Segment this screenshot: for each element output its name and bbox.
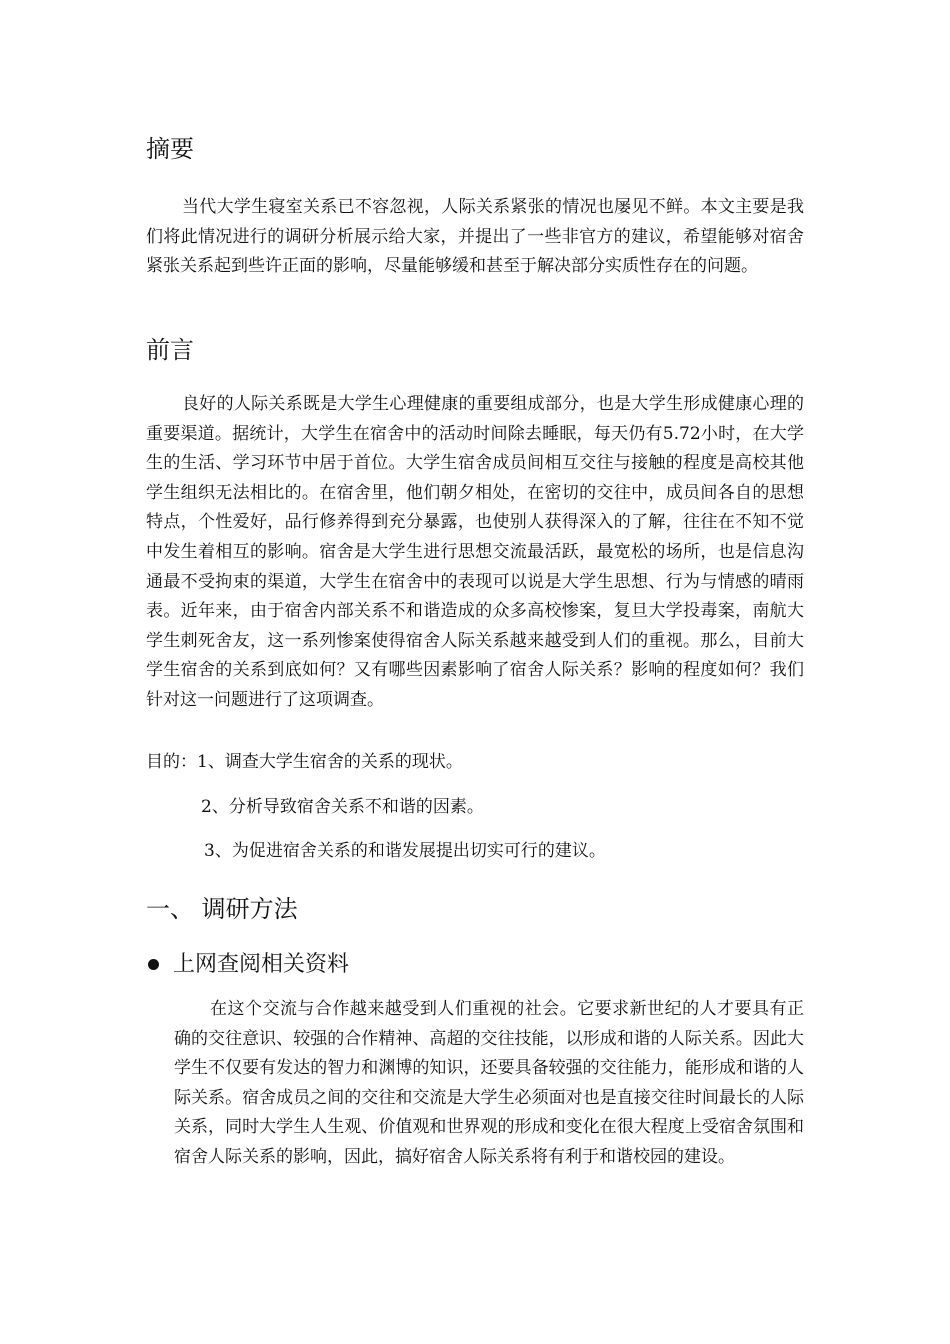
preface-heading: 前言 — [146, 336, 194, 364]
purpose-line-3: 3、为促进宿舍关系的和谐发展提出切实可行的建议。 — [204, 841, 606, 861]
abstract-heading: 摘要 — [146, 135, 194, 163]
section-1-paragraph: 在这个交流与合作越来越受到人们重视的社会。它要求新世纪的人才要具有正确的交往意识、较强的合作精神、高超的交往技能，以形成和谐的人际关系。因此大学生不仅要有发达的智力和渊博的知识，还要具备较强的交往能力，能形成和谐的人际关系。宿舍成员之间的交往和交流是大学生必须面对也是直接交往时间最长的人际关系，同时大学生人生观、价值观和世界观的形成和变化在很大程度上受宿舍氛围和宿舍人际关系的影响，因此，搞好宿舍人际关系将有利于和谐校园的建设。 — [174, 999, 804, 1167]
bullet-icon — [148, 959, 159, 970]
purpose-line-2: 2、分析导致宿舍关系不和谐的因素。 — [201, 797, 484, 817]
section-1-bullet-title: 上网查阅相关资料 — [173, 952, 350, 977]
purpose-line-1: 目的：1、调查大学生宿舍的关系的现状。 — [146, 752, 463, 772]
preface-paragraph: 良好的人际关系既是大学生心理健康的重要组成部分，也是大学生形成健康心理的重要渠道。据统计，大学生在宿舍中的活动时间除去睡眠，每天仍有5.72小时，在大学生的生活、学习环节中居于首位。大学生宿舍成员间相互交往与接触的程度是高校其他学生组织无法相比的。在宿舍里，他们朝夕相处，在密切的交往中，成员间各自的思想特点，个性爱好，品行修养得到充分暴露，也使别人获得深入的了解，往往在不知不觉中发生着相互的影响。宿舍是大学生进行思想交流最活跃，最宽松的场所，也是信息沟通最不受拘束的渠道，大学生在宿舍中的表现可以说是大学生思想、行为与情感的晴雨表。近年来，由于宿舍内部关系不和谐造成的众多高校惨案，复旦大学投毒案，南航大学生刺死舍友，这一系列惨案使得宿舍人际关系越来越受到人们的重视。那么，目前大学生宿舍的关系到底如何？又有哪些因素影响了宿舍人际关系？影响的程度如何？我们针对这一问题进行了这项调查。 — [146, 394, 804, 710]
section-1-heading: 一、 调研方法 — [146, 895, 298, 923]
abstract-paragraph: 当代大学生寝室关系已不容忽视，人际关系紧张的情况也屡见不鲜。本文主要是我们将此情况进行的调研分析展示给大家，并提出了一些非官方的建议，希望能够对宿舍紧张关系起到些许正面的影响，尽量能够缓和甚至于解决部分实质性存在的问题。 — [146, 197, 804, 277]
